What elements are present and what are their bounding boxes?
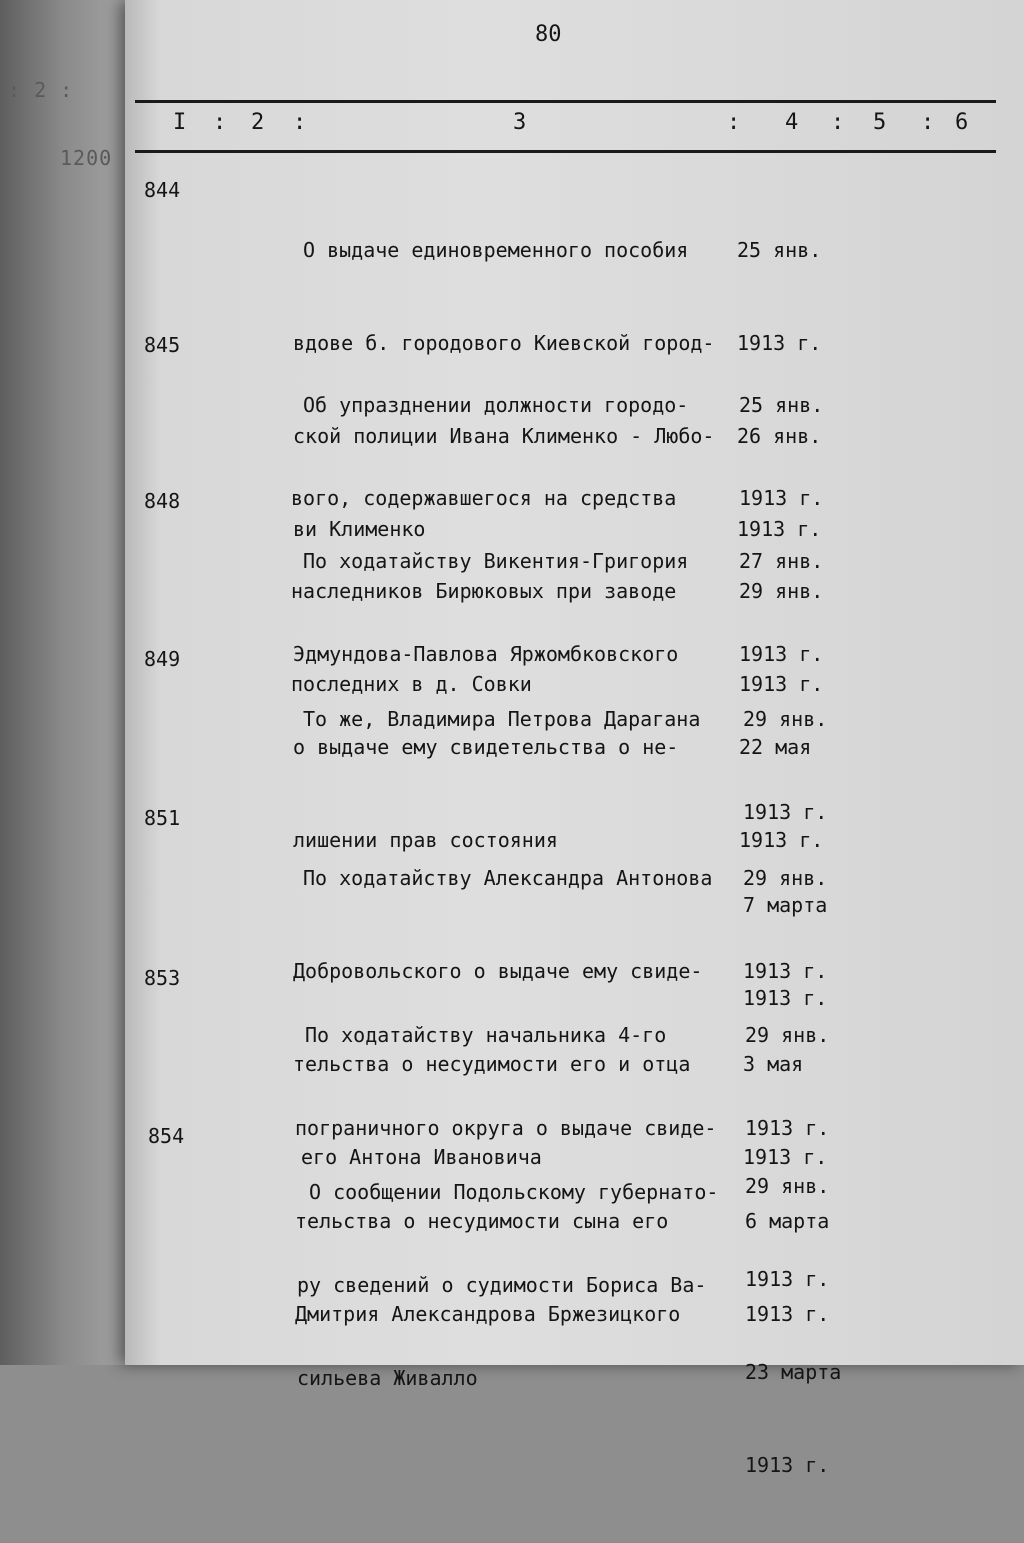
end-date: 7 марта [743, 893, 828, 917]
start-year: 1913 г. [743, 800, 828, 824]
entry-number: 848 [144, 489, 181, 513]
header-rule-top [135, 100, 996, 103]
col-header-5: 5 [873, 110, 887, 135]
end-date: 6 марта [745, 1209, 830, 1233]
end-year: 1913 г. [743, 986, 828, 1010]
end-date: 26 янв. [737, 424, 822, 448]
col-header-2: 2 [251, 110, 265, 135]
start-date: 27 янв. [739, 549, 824, 573]
start-date: 25 янв. [737, 238, 822, 262]
entry-line: О сообщении Подольскому губернато- [309, 1180, 719, 1204]
entry-number: 851 [144, 806, 181, 830]
entry-description [297, 1115, 718, 1456]
entry-line: По ходатайству начальника 4-го [305, 1023, 667, 1047]
entry-number: 853 [144, 966, 181, 990]
page-number: 80 [535, 22, 562, 47]
end-date: 29 янв. [739, 579, 824, 603]
entry-line: наследников Бирюковых при заводе [291, 579, 677, 603]
end-year: 1913 г. [743, 1145, 828, 1169]
end-year: 1913 г. [745, 1453, 830, 1477]
previous-page-number-fragment: 1200 [60, 146, 113, 170]
start-date: 29 янв. [745, 1174, 830, 1198]
column-header-row [135, 110, 996, 146]
start-year: 1913 г. [745, 1267, 830, 1291]
entry-line: Об упразднении должности городо- [303, 393, 689, 417]
end-year: 1913 г. [739, 672, 824, 696]
entry-line: ру сведений о судимости Бориса Ва- [297, 1273, 707, 1297]
start-date: 25 янв. [739, 393, 824, 417]
start-date: 29 янв. [743, 707, 828, 731]
end-date: 23 марта [745, 1360, 842, 1384]
start-date: 29 янв. [745, 1023, 830, 1047]
end-date: 3 мая [743, 1052, 804, 1076]
entry-line: о выдаче ему свидетельства о не- [293, 735, 679, 759]
end-year: 1913 г. [745, 1302, 830, 1326]
entry-dates [745, 1109, 841, 1543]
col-sep-1: : [213, 110, 227, 135]
col-sep-5: : [921, 110, 935, 135]
entry-number: 849 [144, 647, 181, 671]
entry-line: Добровольского о выдаче ему свиде- [293, 959, 703, 983]
col-header-4: 4 [785, 110, 799, 135]
previous-page-edge [0, 0, 140, 1365]
col-header-6: 6 [955, 110, 969, 135]
entry-line: тельства о несудимости его и отца [293, 1052, 691, 1076]
entry-line: пограничного округа о выдаче свиде- [295, 1116, 717, 1140]
previous-page-header-fragment: : 2 : [8, 78, 74, 102]
entry-line: По ходатайству Александра Антонова [303, 866, 713, 890]
end-year: 1913 г. [739, 828, 824, 852]
entry-line: Дмитрия Александрова Бржезицкого [295, 1302, 681, 1326]
header-rule-bottom [135, 150, 996, 153]
entry-line: последних в д. Совки [291, 672, 532, 696]
entry-line: тельства о несудимости сына его [295, 1209, 669, 1233]
entry-number: 845 [144, 333, 181, 357]
col-header-3: 3 [513, 110, 527, 135]
entry-number: 854 [148, 1124, 185, 1148]
start-date: 29 янв. [743, 866, 828, 890]
col-sep-2: : [293, 110, 307, 135]
entry-line: По ходатайству Викентия-Григория [303, 549, 689, 573]
entry-line: его Антона Ивановича [301, 1145, 542, 1169]
entry-line: О выдаче единовременного пособия [303, 238, 689, 262]
col-sep-3: : [727, 110, 741, 135]
entry-line: ской полиции Ивана Клименко - Любо- [293, 424, 715, 448]
start-year: 1913 г. [739, 642, 824, 666]
start-year: 1913 г. [739, 486, 824, 510]
entry-line: Эдмундова-Павлова Яржомбковского [293, 642, 679, 666]
entry-line: вдове б. городового Киевской город- [293, 331, 715, 355]
entry-line: То же, Владимира Петрова Дарагана [303, 707, 701, 731]
col-header-1: I [173, 110, 187, 135]
end-date: 22 мая [739, 735, 812, 759]
start-year: 1913 г. [745, 1116, 830, 1140]
entry-line: ви Клименко [293, 517, 426, 541]
entry-number: 844 [144, 178, 181, 202]
start-year: 1913 г. [743, 959, 828, 983]
entry-line: лишении прав состояния [293, 828, 558, 852]
start-year: 1913 г. [737, 331, 822, 355]
entry-line: сильева Живалло [297, 1366, 478, 1390]
entry-description [293, 642, 700, 797]
document-page [125, 0, 1024, 1477]
end-year: 1913 г. [737, 517, 822, 541]
entry-line: вого, содержавшегося на средства [291, 486, 677, 510]
col-sep-4: : [831, 110, 845, 135]
